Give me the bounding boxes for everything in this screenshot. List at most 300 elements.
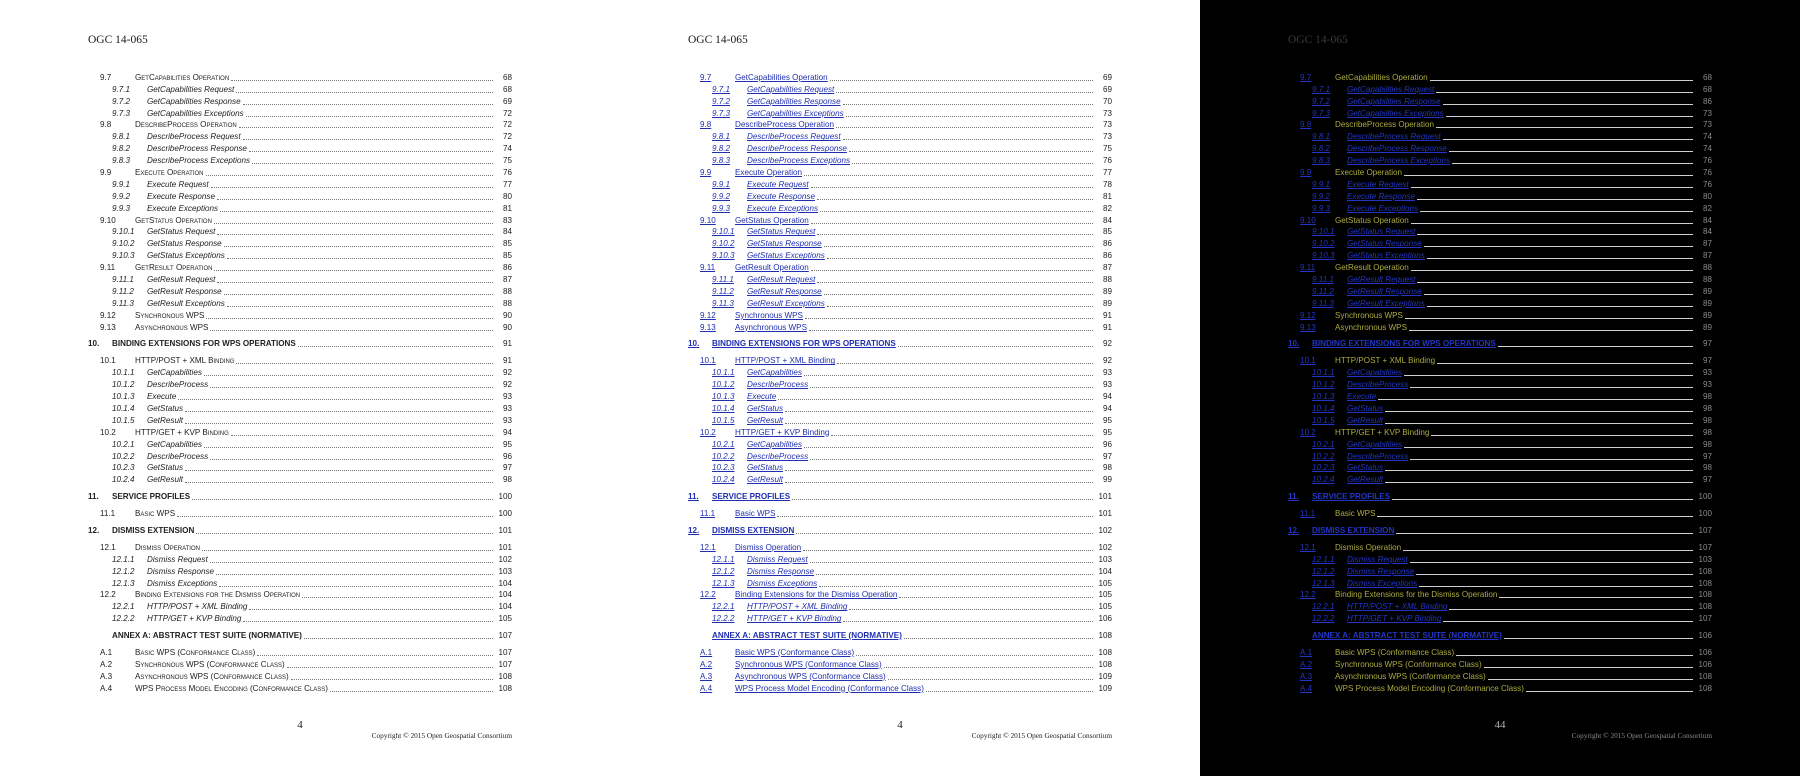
toc-entry-number: 9.8.2: [1312, 144, 1331, 154]
table-of-contents: [688, 71, 1112, 694]
toc-entry[interactable]: [1288, 378, 1712, 390]
toc-entry-page: 98: [1702, 439, 1712, 449]
toc-entry-page: 89: [1702, 310, 1712, 320]
toc-dot-leader: [810, 561, 1093, 563]
toc-entry-page: 101: [1098, 492, 1112, 502]
toc-dot-leader: [1385, 469, 1693, 471]
toc-entry-title: Basic WPS: [735, 509, 776, 519]
toc-entry-page: 97: [1702, 451, 1712, 461]
toc-entry-title: GetCapabilities: [1347, 368, 1402, 378]
toc-dot-leader: [1443, 103, 1693, 105]
toc-dot-leader: [227, 305, 493, 307]
page-number: 44: [1494, 719, 1506, 731]
toc-dot-leader: [804, 446, 1093, 448]
toc-entry-title: GetCapabilities Response: [747, 96, 841, 106]
toc-entry-number: 12.2.2: [1312, 614, 1335, 624]
toc-dot-leader: [224, 245, 493, 247]
toc-entry[interactable]: [688, 309, 1112, 321]
toc-entry[interactable]: [1288, 682, 1712, 694]
toc-entry[interactable]: [1288, 589, 1712, 601]
toc-entry-number: 9.8: [100, 120, 112, 130]
toc-entry[interactable]: [1288, 166, 1712, 178]
toc-entry[interactable]: [688, 378, 1112, 390]
toc-entry[interactable]: [688, 462, 1112, 474]
toc-entry[interactable]: [688, 646, 1112, 658]
toc-entry-title: Synchronous WPS (Conformance Class): [1335, 659, 1482, 669]
toc-entry-title: GetCapabilities Request: [1347, 84, 1435, 94]
toc-dot-leader: [219, 585, 493, 587]
toc-entry-number: 10.1.1: [112, 368, 135, 378]
toc-entry-page: 89: [1702, 298, 1712, 308]
toc-entry-page: 98: [1102, 463, 1112, 473]
toc-entry-number: 10.2.3: [712, 463, 735, 473]
toc-entry: [88, 321, 512, 333]
toc-entry-number: 10.2.3: [112, 463, 135, 473]
toc-entry[interactable]: [1288, 473, 1712, 485]
toc-entry-page: 100: [498, 509, 512, 519]
toc-entry[interactable]: [1288, 402, 1712, 414]
toc-entry[interactable]: [1288, 309, 1712, 321]
toc-entry-page: 107: [498, 647, 512, 657]
toc-entry-number: 10.2: [100, 427, 116, 437]
toc-entry-page: 73: [1102, 108, 1112, 118]
toc-entry-title: GetResult Operation: [1335, 263, 1409, 273]
toc-entry[interactable]: [688, 321, 1112, 333]
document-id: OGC 14-065: [688, 34, 748, 46]
toc-dot-leader: [1411, 269, 1693, 271]
toc-entry: [88, 507, 512, 519]
toc-entry[interactable]: [1288, 119, 1712, 131]
toc-entry-title: GetResult: [1347, 415, 1383, 425]
toc-entry-title: GetResult: [747, 415, 783, 425]
toc-entry-title: Execute Request: [747, 179, 809, 189]
toc-entry-title: GetStatus: [147, 463, 183, 473]
toc-entry-page: 72: [502, 108, 512, 118]
toc-entry-page: 86: [1102, 239, 1112, 249]
copyright-notice: Copyright © 2015 Open Geospatial Consortium: [371, 731, 512, 740]
toc-entry: [88, 462, 512, 474]
toc-entry[interactable]: [688, 682, 1112, 694]
toc-entry-title: GetCapabilities: [147, 439, 202, 449]
toc-entry-number: 9.11.1: [112, 275, 134, 285]
toc-entry-page: 105: [1098, 578, 1112, 588]
toc-entry-number: 12.1.3: [112, 578, 135, 588]
toc-entry[interactable]: [1288, 249, 1712, 261]
toc-entry-number: A.1: [100, 647, 113, 657]
toc-entry: [88, 658, 512, 670]
toc-entry[interactable]: [1288, 321, 1712, 333]
toc-entry-number: 10.1.4: [1312, 403, 1335, 413]
toc-entry-number: 10.1.5: [1312, 415, 1335, 425]
toc-entry: [88, 612, 512, 624]
toc-entry[interactable]: [1288, 107, 1712, 119]
toc-entry-title: DescribeProcess Response: [1347, 144, 1447, 154]
toc-entry-number: 9.11: [700, 263, 716, 273]
toc-entry-title: Execute Operation: [135, 168, 204, 178]
toc-dot-leader: [846, 115, 1093, 117]
toc-entry-title: HTTP/POST + XML Binding: [1347, 602, 1448, 612]
toc-entry[interactable]: [688, 202, 1112, 214]
toc-entry[interactable]: [1288, 600, 1712, 612]
toc-entry-page: 94: [502, 427, 512, 437]
toc-entry-number: 12.2: [100, 590, 116, 600]
toc-dot-leader: [785, 410, 1093, 412]
toc-entry[interactable]: [688, 119, 1112, 131]
toc-entry: [88, 589, 512, 601]
toc-dot-leader: [216, 573, 493, 575]
toc-entry[interactable]: [688, 83, 1112, 95]
toc-entry[interactable]: [688, 130, 1112, 142]
toc-dot-leader: [210, 329, 493, 331]
toc-entry[interactable]: [688, 178, 1112, 190]
toc-entry-number: 9.9: [1300, 168, 1312, 178]
toc-entry[interactable]: [1288, 261, 1712, 273]
toc-entry-title: WPS Process Model Encoding (Conformance Class): [1335, 683, 1524, 693]
toc-entry[interactable]: [1288, 202, 1712, 214]
toc-entry[interactable]: [1288, 354, 1712, 366]
toc-entry[interactable]: [1288, 414, 1712, 426]
toc-entry-page: 80: [502, 191, 512, 201]
toc-entry-page: 89: [1702, 286, 1712, 296]
toc-entry[interactable]: [688, 670, 1112, 682]
toc-entry: [88, 297, 512, 309]
toc-entry-number: 9.8.2: [112, 144, 131, 154]
toc-entry-page: 73: [1702, 108, 1712, 118]
toc-entry-page: 97: [502, 463, 512, 473]
toc-entry-page: 103: [1698, 554, 1712, 564]
toc-entry-page: 85: [502, 251, 512, 261]
toc-dot-leader: [778, 398, 1093, 400]
toc-entry[interactable]: [688, 426, 1112, 438]
toc-entry[interactable]: [1288, 390, 1712, 402]
toc-entry-title: GetStatus: [747, 463, 783, 473]
toc-entry-title: Basic WPS (Conformance Class): [1335, 647, 1455, 657]
toc-entry[interactable]: [1288, 83, 1712, 95]
toc-entry[interactable]: [1288, 366, 1712, 378]
toc-entry-title: Execute: [147, 392, 177, 402]
toc-entry-page: 100: [498, 492, 512, 502]
toc-entry[interactable]: [688, 107, 1112, 119]
toc-section-entry[interactable]: [688, 338, 1112, 350]
toc-entry[interactable]: [688, 237, 1112, 249]
toc-entry[interactable]: [1288, 658, 1712, 670]
toc-entry[interactable]: [688, 249, 1112, 261]
toc-entry-title: GetResult: [747, 475, 783, 485]
toc-entry-number: 9.9.2: [712, 191, 731, 201]
toc-entry-number: 9.7: [700, 72, 712, 82]
toc-entry-page: 97: [1102, 451, 1112, 461]
toc-entry[interactable]: [1288, 178, 1712, 190]
toc-entry-number: 12.1: [700, 542, 716, 552]
toc-entry-page: 98: [1702, 415, 1712, 425]
toc-entry[interactable]: [1288, 95, 1712, 107]
toc-entry[interactable]: [1288, 226, 1712, 238]
toc-entry[interactable]: [688, 354, 1112, 366]
toc-entry-title: GetCapabilities: [1347, 439, 1402, 449]
toc-dot-leader: [804, 374, 1093, 376]
toc-entry: [88, 553, 512, 565]
toc-entry-title: Dismiss Operation: [135, 542, 200, 552]
toc-entry[interactable]: [688, 589, 1112, 601]
toc-entry: [88, 285, 512, 297]
toc-entry-title: DescribeProcess Operation: [735, 120, 834, 130]
toc-entry-page: 88: [1702, 263, 1712, 273]
toc-entry[interactable]: [688, 565, 1112, 577]
toc-entry[interactable]: [1288, 670, 1712, 682]
toc-entry-number: A.3: [100, 671, 113, 681]
toc-entry: [88, 414, 512, 426]
toc-entry[interactable]: [688, 261, 1112, 273]
toc-entry[interactable]: [688, 507, 1112, 519]
toc-entry-page: 109: [1098, 683, 1112, 693]
toc-dot-leader: [1410, 386, 1693, 388]
toc-entry-title: GetStatus Response: [1347, 239, 1422, 249]
toc-entry-title: GetResult Exceptions: [747, 298, 825, 308]
toc-entry[interactable]: [688, 166, 1112, 178]
toc-section-entry[interactable]: [1288, 338, 1712, 350]
toc-entry-title: SERVICE PROFILES: [1312, 492, 1391, 502]
toc-entry-page: 108: [1698, 602, 1712, 612]
toc-entry[interactable]: [688, 658, 1112, 670]
toc-entry: [88, 214, 512, 226]
toc-entry-title: GetStatus: [147, 403, 183, 413]
toc-entry-page: 82: [1702, 203, 1712, 213]
toc-entry[interactable]: [1288, 507, 1712, 519]
toc-entry[interactable]: [688, 273, 1112, 285]
toc-entry-title: GetCapabilities: [747, 439, 802, 449]
toc-entry[interactable]: [1288, 553, 1712, 565]
toc-entry[interactable]: [688, 190, 1112, 202]
toc-entry-number: 9.11.3: [1312, 298, 1334, 308]
toc-entry-page: 106: [1098, 614, 1112, 624]
toc-entry-title: Dismiss Request: [147, 554, 208, 564]
toc-entry-number: A.4: [700, 683, 713, 693]
toc-entry[interactable]: [688, 214, 1112, 226]
toc-dot-leader: [204, 374, 493, 376]
toc-entry-number: 12.1: [100, 542, 116, 552]
toc-entry-title: GetStatus Response: [747, 239, 822, 249]
toc-dot-leader: [830, 79, 1093, 81]
toc-section-entry[interactable]: [1288, 490, 1712, 502]
toc-entry[interactable]: [688, 154, 1112, 166]
toc-entry-page: 69: [1102, 84, 1112, 94]
toc-entry-number: 12.1.2: [712, 566, 735, 576]
toc-entry[interactable]: [1288, 577, 1712, 589]
toc-entry: [88, 95, 512, 107]
toc-dot-leader: [803, 549, 1093, 551]
toc-entry[interactable]: [1288, 565, 1712, 577]
toc-entry[interactable]: [1288, 297, 1712, 309]
toc-entry[interactable]: [688, 600, 1112, 612]
toc-entry-page: 88: [502, 286, 512, 296]
toc-dot-leader: [1498, 345, 1693, 347]
toc-entry-number: 9.7.1: [1312, 84, 1331, 94]
toc-section-entry[interactable]: [688, 629, 1112, 641]
toc-entry: [88, 178, 512, 190]
toc-entry-title: DescribeProcess Exceptions: [147, 156, 251, 166]
toc-entry-page: 87: [1702, 239, 1712, 249]
toc-dot-leader: [1452, 162, 1693, 164]
toc-entry-title: HTTP/GET + KVP Binding: [1347, 614, 1442, 624]
toc-entry: [88, 354, 512, 366]
toc-entry[interactable]: [1288, 237, 1712, 249]
toc-entry-page: 108: [1698, 590, 1712, 600]
table-of-contents: [88, 71, 512, 694]
toc-dot-leader: [243, 103, 493, 105]
toc-entry-title: GetCapabilities Response: [147, 96, 241, 106]
toc-entry-number: 10.: [688, 339, 700, 349]
toc-entry[interactable]: [688, 285, 1112, 297]
toc-entry-title: DescribeProcess Operation: [135, 120, 237, 130]
toc-entry[interactable]: [688, 142, 1112, 154]
toc-entry-title: Asynchronous WPS (Conformance Class): [1335, 671, 1486, 681]
toc-entry-page: 103: [498, 566, 512, 576]
toc-entry-title: DescribeProcess: [747, 451, 809, 461]
toc-section-entry[interactable]: [1288, 524, 1712, 536]
toc-entry-title: DescribeProcess Operation: [1335, 120, 1434, 130]
toc-entry: [88, 378, 512, 390]
toc-entry[interactable]: [688, 414, 1112, 426]
toc-entry-page: 68: [502, 84, 512, 94]
toc-dot-leader: [1417, 233, 1693, 235]
toc-page-original: [0, 0, 600, 776]
toc-dot-leader: [1456, 654, 1693, 656]
toc-entry-title: GetResult Response: [147, 286, 222, 296]
toc-entry-page: 108: [1098, 659, 1112, 669]
toc-entry-page: 68: [1702, 84, 1712, 94]
toc-entry-title: GetStatus Exceptions: [147, 251, 225, 261]
toc-entry[interactable]: [1288, 426, 1712, 438]
toc-entry-number: 10.1.1: [1312, 368, 1335, 378]
toc-dot-leader: [1437, 362, 1693, 364]
toc-dot-leader: [210, 386, 493, 388]
toc-dot-leader: [291, 678, 493, 680]
toc-entry[interactable]: [688, 390, 1112, 402]
toc-entry[interactable]: [1288, 130, 1712, 142]
toc-entry[interactable]: [1288, 154, 1712, 166]
toc-entry[interactable]: [1288, 646, 1712, 658]
toc-entry-title: Dismiss Response: [747, 566, 815, 576]
toc-dot-leader: [1404, 446, 1693, 448]
toc-entry[interactable]: [688, 366, 1112, 378]
toc-entry-page: 73: [1102, 132, 1112, 142]
toc-entry-page: 68: [1702, 72, 1712, 82]
toc-entry-number: 9.7.1: [712, 84, 731, 94]
toc-entry-number: 12.1: [1300, 542, 1316, 552]
toc-dot-leader: [1449, 150, 1693, 152]
toc-entry-title: Basic WPS (Conformance Class): [135, 647, 256, 657]
toc-entry-title: Dismiss Exceptions: [147, 578, 218, 588]
toc-dot-leader: [1410, 458, 1693, 460]
toc-entry[interactable]: [688, 71, 1112, 83]
toc-entry: [88, 682, 512, 694]
toc-entry-title: Basic WPS: [135, 509, 176, 519]
toc-dot-leader: [1488, 678, 1693, 680]
toc-entry[interactable]: [1288, 214, 1712, 226]
toc-entry-title: Execute Response: [1347, 191, 1415, 201]
toc-section-entry[interactable]: [688, 524, 1112, 536]
toc-dot-leader: [1443, 620, 1693, 622]
toc-entry-number: A.2: [1300, 659, 1313, 669]
toc-entry-page: 86: [502, 263, 512, 273]
toc-entry-title: GetResult Operation: [135, 263, 213, 273]
toc-entry-number: 9.9: [100, 168, 112, 178]
toc-section-entry: [88, 524, 512, 536]
toc-entry-number: 9.10.1: [1312, 227, 1335, 237]
toc-dot-leader: [785, 481, 1093, 483]
toc-entry[interactable]: [688, 450, 1112, 462]
toc-entry-number: 12.2.1: [1312, 602, 1335, 612]
toc-section-entry[interactable]: [688, 490, 1112, 502]
page-number: 4: [297, 719, 303, 731]
toc-dot-leader: [1411, 186, 1693, 188]
toc-entry-number: 9.8.3: [1312, 156, 1331, 166]
toc-entry[interactable]: [688, 553, 1112, 565]
toc-entry-title: ANNEX A: ABSTRACT TEST SUITE (NORMATIVE): [712, 631, 902, 641]
toc-entry[interactable]: [1288, 71, 1712, 83]
toc-dot-leader: [243, 138, 493, 140]
toc-entry-page: 83: [502, 215, 512, 225]
toc-entry[interactable]: [688, 612, 1112, 624]
toc-entry[interactable]: [688, 438, 1112, 450]
toc-entry[interactable]: [1288, 190, 1712, 202]
toc-dot-leader: [1405, 317, 1693, 319]
toc-entry: [88, 142, 512, 154]
toc-entry[interactable]: [688, 541, 1112, 553]
toc-entry[interactable]: [688, 473, 1112, 485]
toc-entry[interactable]: [688, 577, 1112, 589]
toc-entry-page: 91: [1102, 322, 1112, 332]
toc-entry-number: 10.2.1: [1312, 439, 1335, 449]
toc-entry[interactable]: [1288, 541, 1712, 553]
toc-dot-leader: [805, 317, 1093, 319]
toc-entry-number: 9.7.3: [112, 108, 131, 118]
toc-entry-title: HTTP/POST + XML Binding: [135, 356, 235, 366]
toc-entry[interactable]: [1288, 285, 1712, 297]
toc-entry[interactable]: [1288, 142, 1712, 154]
toc-entry[interactable]: [1288, 273, 1712, 285]
toc-entry-title: Dismiss Exceptions: [1347, 578, 1418, 588]
toc-dot-leader: [1431, 434, 1693, 436]
toc-entry[interactable]: [1288, 462, 1712, 474]
toc-entry[interactable]: [1288, 612, 1712, 624]
toc-entry[interactable]: [1288, 450, 1712, 462]
toc-entry-page: 89: [1702, 322, 1712, 332]
toc-entry-number: 9.10.2: [112, 239, 135, 249]
toc-dot-leader: [836, 126, 1093, 128]
toc-entry-page: 93: [502, 403, 512, 413]
toc-entry-title: Dismiss Response: [1347, 566, 1415, 576]
toc-entry[interactable]: [688, 402, 1112, 414]
toc-entry-number: 9.7.2: [1312, 96, 1331, 106]
toc-dot-leader: [1385, 422, 1693, 424]
toc-entry-number: 12.: [1288, 525, 1300, 535]
toc-entry: [88, 670, 512, 682]
toc-entry-number: 10.1.4: [112, 403, 135, 413]
toc-entry[interactable]: [688, 226, 1112, 238]
toc-entry-title: Binding Extensions for the Dismiss Operation: [135, 590, 301, 600]
toc-entry-title: Synchronous WPS (Conformance Class): [735, 659, 882, 669]
toc-entry-page: 106: [1698, 647, 1712, 657]
toc-section-entry[interactable]: [1288, 629, 1712, 641]
toc-entry[interactable]: [688, 95, 1112, 107]
toc-entry-page: 108: [1098, 647, 1112, 657]
toc-dot-leader: [904, 637, 1093, 639]
toc-dot-leader: [1403, 549, 1693, 551]
toc-entry[interactable]: [688, 297, 1112, 309]
toc-entry-number: 12.1.1: [1312, 554, 1335, 564]
toc-entry[interactable]: [1288, 438, 1712, 450]
